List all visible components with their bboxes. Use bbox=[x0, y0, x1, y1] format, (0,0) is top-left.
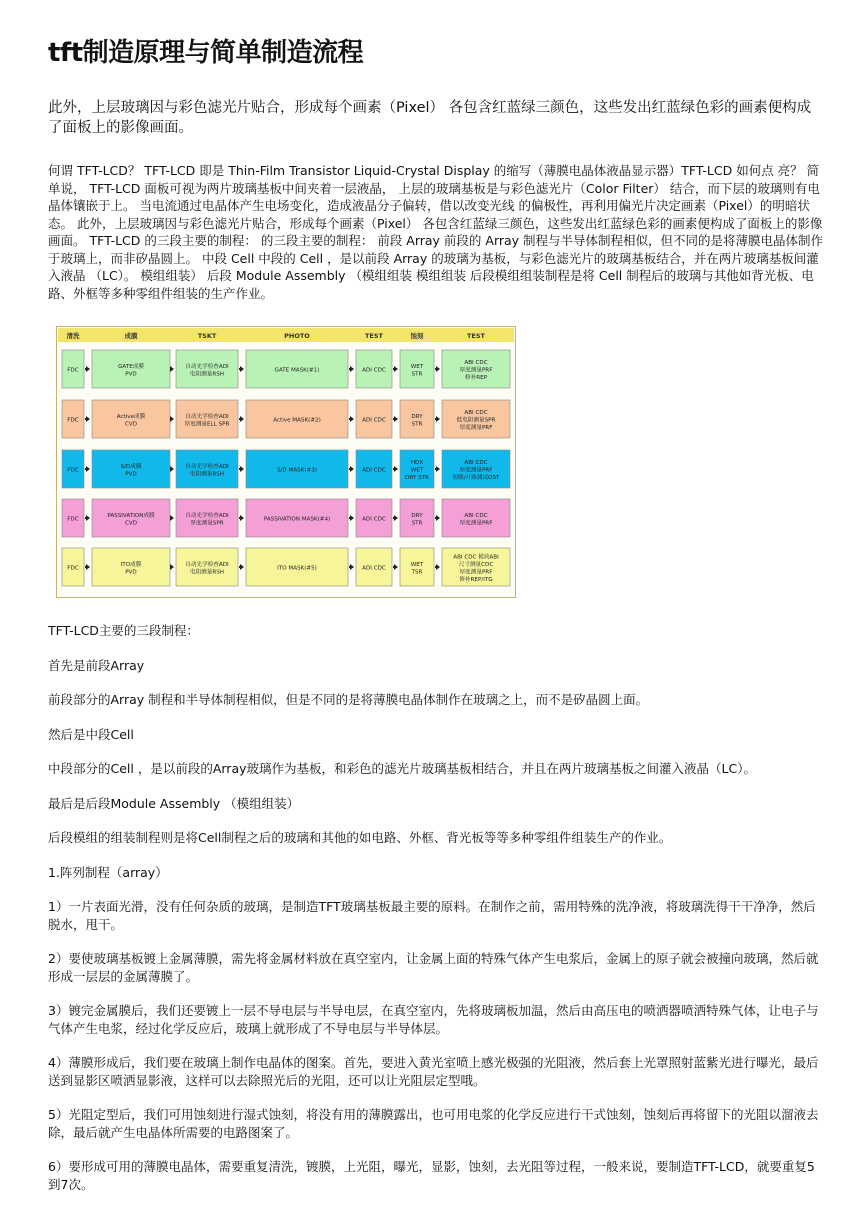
header-label: 清洗 bbox=[66, 332, 80, 340]
body-paragraph: 后段模组的组装制程则是将Cell制程之后的玻璃和其他的如电路、外框、背光板等等多种零组件组装生产的作业。 bbox=[48, 830, 672, 845]
process-box-label: FDC bbox=[67, 516, 79, 523]
body-paragraph: 中段部分的Cell ，是以前段的Array玻璃作为基板，和彩色的滤光片玻璃基板相结合，并且在两片玻璃基板之间灌入液晶（LC）。 bbox=[48, 761, 756, 776]
body-paragraph: 最后是后段Module Assembly （模组组装） bbox=[48, 795, 300, 811]
body-paragraph: 然后是中段Cell bbox=[48, 726, 134, 742]
process-box-label: ADI CDC bbox=[362, 417, 386, 424]
process-box-label: ADI CDC bbox=[362, 367, 386, 374]
process-box-label: 电阻测量RSH bbox=[189, 471, 225, 478]
body-paragraph: 前段部分的Array 制程和半导体制程相似，但是不同的是将薄膜电晶体制作在玻璃之上，而不是矽晶圆上面。 bbox=[48, 692, 649, 707]
process-box-label: 厚度测量PRF bbox=[459, 367, 493, 374]
process-box-label: PASSIVATION MASK(#4) bbox=[263, 516, 331, 523]
process-box-label: WET bbox=[410, 467, 424, 474]
process-box-label: WET bbox=[410, 561, 424, 568]
process-box-label: STR bbox=[411, 371, 423, 378]
body-paragraph: 2）要使玻璃基板镀上金属薄膜，需先将金属材料放在真空室内，让金属上面的特殊气体产生电浆后，金属上的原子就会被撞向玻璃，然后就形成一层层的金属薄膜了。 bbox=[48, 951, 819, 984]
process-box-label: ITO成膜 bbox=[120, 561, 142, 568]
header-label: TEST bbox=[365, 332, 383, 340]
body-paragraph: 6）要形成可用的薄膜电晶体，需要重复清洗，镀膜，上光阻，曝光，显影，蚀刻，去光阻等过程，一般来说，要制造TFT-LCD，就要重复5到7次。 bbox=[48, 1159, 815, 1192]
process-box-label: GATE MASK(#1) bbox=[274, 367, 320, 374]
process-box-label: 厚度测量PRF bbox=[459, 520, 493, 527]
process-box-label: S/D MASK(#3) bbox=[276, 467, 318, 474]
body-paragraph: 3）镀完金属膜后，我们还要镀上一层不导电层与半导电层，在真空室内，先将玻璃板加温，然后由高压电的喷洒器喷洒特殊气体，让电子与气体产生电浆，经过化学反应后，玻璃上就形成了不导电层与半导体层。 bbox=[48, 1003, 819, 1036]
header-label: 成膜 bbox=[124, 332, 138, 340]
process-box-label: ITO MASK(#5) bbox=[277, 565, 317, 572]
header-label: PHOTO bbox=[284, 332, 310, 340]
process-box-label: FDC bbox=[67, 367, 79, 374]
process-box-label: ABI CDC bbox=[464, 360, 488, 366]
process-box-label: PASSIVATION成膜 bbox=[107, 512, 155, 519]
process-box-label: CVD bbox=[124, 520, 138, 527]
process-box-label: 自动光学检查ADI bbox=[185, 561, 229, 568]
process-box-label: ABI CDC 模块ABI bbox=[453, 554, 499, 561]
process-box-label: 自动光学检查ADI bbox=[185, 512, 229, 519]
body-paragraph: 首先是前段Array bbox=[48, 657, 145, 673]
process-box-label: 尺寸测量CDC bbox=[458, 561, 494, 568]
intro-paragraph: 何谓 TFT-LCD？ TFT-LCD 即是 Thin-Film Transistor Liquid-Crystal Display 的缩写（薄膜电晶体液晶显示器）TFT-LCD 如何点 亮？ 简单说， TFT-LCD 面板可视为两片玻璃基板中间夹着一层液晶， 上层的玻璃基板是与彩色滤光片（Color Filter） 结合，而下层的玻璃则有电晶体镶嵌于上。 当电流通过电晶体产生电场变化，造成液晶分子偏转，借以改变光线 的偏极性，再利用偏光片决定画素（Pixel）的明暗状态。 此外，上层玻璃因与彩色滤光片贴合，形成每个画素（Pixel） 各包含红蓝绿三颜色，这些发出红蓝绿色彩的画素便构成了面板上的影像画面。 TFT-LCD 的三段主要的制程： 的三段主要的制程： 前段 Array 前段的 Array 制程与半导体制程相似，但不同的是将薄膜电晶体制作于玻璃上，而非矽晶圆上。 中段 Cell 中段的 Cell ，是以前段 Array 的玻璃为基板，与彩色滤光片的玻璃基板结合，并在两片玻璃基板间灌入液晶 （LC）。 模组组装） 后段 Module Assembly （模组组装 模组组装 后段模组组装制程是将 Cell 制程后的玻璃与其他如背光板、电路、外框等多种零组件组装的生产作业。 bbox=[48, 163, 824, 301]
process-box-label: 低电阻测量SPR bbox=[456, 417, 496, 424]
process-box-label: 自动光学检查ADI bbox=[185, 463, 229, 470]
header-label: 蚀刻 bbox=[410, 332, 424, 340]
process-box-label: PVD bbox=[125, 471, 137, 478]
document-page bbox=[48, 36, 824, 1210]
process-box-label: S/D成膜 bbox=[120, 463, 142, 470]
body-paragraph: 1.阵列制程（array） bbox=[48, 864, 168, 880]
process-box-label: 厚度测量ELL SPR bbox=[184, 421, 230, 428]
process-box-label: DRY STR bbox=[405, 475, 429, 481]
body-paragraph: 5）光阻定型后，我们可用蚀刻进行湿式蚀刻，将没有用的薄膜露出，也可用电浆的化学反应进行干式蚀刻，蚀刻后再将留下的光阻以溜液去除，最后就产生电晶体所需要的电路图案了。 bbox=[48, 1107, 819, 1140]
process-box-label: 电阻测量RSH bbox=[189, 569, 225, 576]
process-box-label: ABI CDC bbox=[464, 512, 488, 519]
process-box-label: HDX bbox=[410, 460, 424, 466]
process-box-label: FDC bbox=[67, 565, 79, 572]
process-box-label: ADI CDC bbox=[362, 565, 386, 572]
process-box-label: STR bbox=[411, 421, 423, 428]
process-box-label: 短路/开路测试OST bbox=[452, 475, 500, 481]
body-paragraph: 1）一片表面光滑，没有任何杂质的玻璃，是制造TFT玻璃基板最主要的原料。在制作之前，需用特殊的洗净液，将玻璃洗得干干净净，然后脱水，甩干。 bbox=[48, 899, 816, 932]
process-box-label: 厚度测量SPR bbox=[190, 520, 224, 527]
process-box-label: Active MASK(#2) bbox=[273, 417, 321, 424]
process-box-label: ADI CDC bbox=[362, 516, 386, 523]
process-box-label: Active成膜 bbox=[116, 413, 146, 420]
process-box-label: TSR bbox=[411, 569, 423, 576]
process-box-label: ADI CDC bbox=[362, 467, 386, 474]
process-box-label: DRY bbox=[411, 413, 423, 420]
body-paragraph: TFT-LCD主要的三段制程： bbox=[48, 623, 199, 638]
process-box-label: ABI CDC bbox=[464, 410, 488, 416]
process-box-label: PVD bbox=[125, 371, 137, 378]
process-box-label: 自动光学检查ADI bbox=[185, 413, 229, 420]
process-box-label: 修补REP bbox=[465, 375, 487, 381]
process-box-label: FDC bbox=[67, 467, 79, 474]
process-box-label: CVD bbox=[124, 421, 138, 428]
process-box-label: 厚度测量PRF bbox=[459, 425, 493, 431]
page-title: tft制造原理与简单制造流程 bbox=[48, 38, 364, 68]
lead-paragraph: 此外，上层玻璃因与彩色滤光片贴合，形成每个画素（Pixel） 各包含红蓝绿三颜色，这些发出红蓝绿色彩的画素便构成了面板上的影像画面。 bbox=[48, 100, 812, 136]
process-box-label: 厚度测量PRF bbox=[459, 569, 493, 576]
process-box-label: FDC bbox=[67, 417, 79, 424]
process-box-label: 电阻测量RSH bbox=[189, 371, 225, 378]
process-box-label: ABI CDC bbox=[464, 460, 488, 466]
process-flow-figure bbox=[56, 326, 516, 598]
process-box-label: PVD bbox=[125, 569, 137, 576]
process-box-label: 自动光学检查ADI bbox=[185, 363, 229, 370]
process-flow-diagram bbox=[56, 326, 516, 598]
process-box-label: STR bbox=[411, 520, 423, 527]
process-box-label: DRY bbox=[411, 512, 423, 519]
body-paragraph: 4）薄膜形成后，我们要在玻璃上制作电晶体的图案。首先，要进入黄光室喷上感光极强的光阻液，然后套上光罩照射蓝紫光进行曝光，最后送到显影区喷洒显影液，这样可以去除照光后的光阻，还可以让光阻层定型哦。 bbox=[48, 1055, 819, 1088]
process-box-label: 厚度测量PRF bbox=[459, 467, 493, 474]
process-box-label: WET bbox=[410, 363, 424, 370]
process-box-label: GATE成膜 bbox=[118, 363, 144, 370]
body-paragraphs bbox=[48, 622, 824, 1193]
header-label: TEST bbox=[467, 332, 485, 340]
header-label: TSKT bbox=[197, 332, 217, 340]
process-box-label: 修补REP/ITG bbox=[459, 576, 493, 583]
